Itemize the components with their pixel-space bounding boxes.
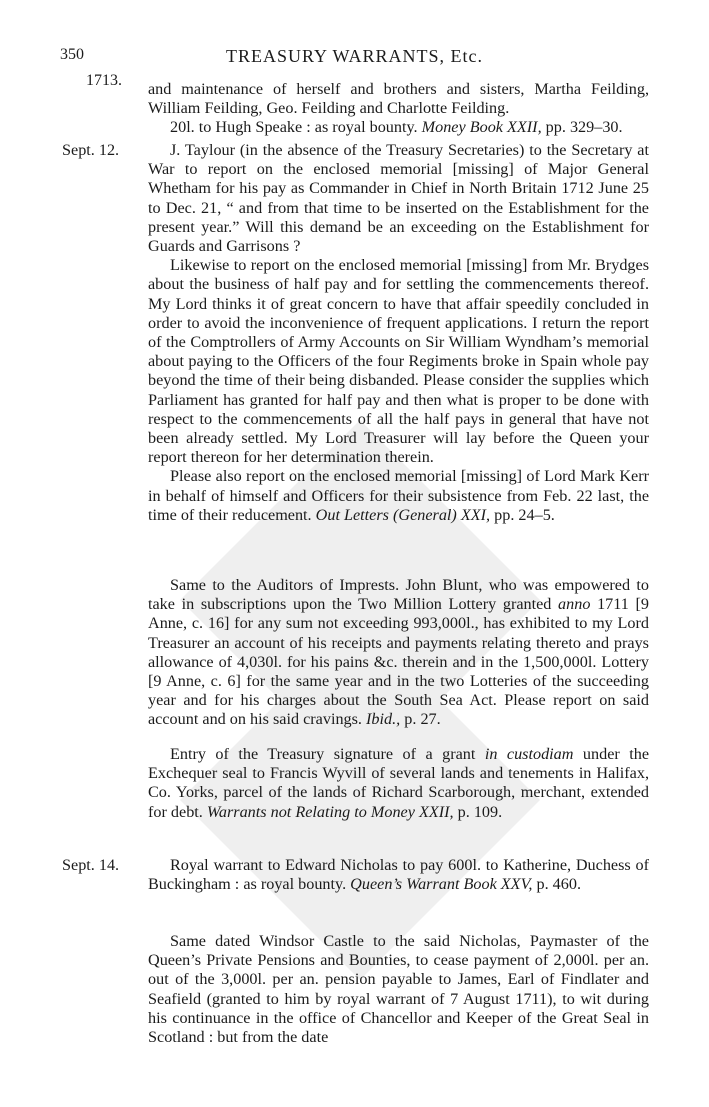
running-head: TREASURY WARRANTS, Etc. bbox=[225, 46, 484, 66]
date-marginal: Sept. 12. bbox=[62, 141, 120, 159]
paragraph: Same dated Windsor Castle to the said Nicholas, Paymaster of the Queen’s Private Pensions and Bounties, to cease payment of 2,000l. per an. out of the 3,000l. per an. pension payable to James, Earl of Findlater and Seafield (granted to him by royal warrant of 7 August 1711), to wit during his continuance in the office of Chancellor and Keeper of the Great Seal in Scotland : but from the date bbox=[148, 932, 649, 1047]
entry-windsor bbox=[148, 932, 649, 1047]
year-marginal: 1713. bbox=[86, 72, 122, 89]
reference: Ibid., bbox=[366, 710, 401, 729]
reference: Money Book XXII, bbox=[421, 118, 542, 137]
paragraph: Same to the Auditors of Imprests. John Blunt, who was empowered to take in subscriptions upon the Two Million Lottery granted anno 1711 [9 Anne, c. 16] for any sum not exceeding 993,000l., has exhibited to my Lord Treasurer an account of his receipts and payments relating thereto and prays allowance of 4,030l. for his pains &c. therein and in the 1,500,000l. Lottery [9 Anne, c. 6] for the same year and in the two Lotteries of the succeeding year and for his charges about the South Sea Act. Please report on said account and on his said cravings. Ibid., p. 27. bbox=[148, 576, 649, 729]
page-number: 350 bbox=[60, 46, 84, 63]
entry-auditors bbox=[148, 576, 649, 730]
paragraph: and maintenance of herself and brothers and sisters, Martha Feilding, William Feilding, Geo. Feilding and Charlotte Feilding. bbox=[148, 80, 649, 118]
paragraph: Royal warrant to Edward Nicholas to pay 600l. to Katherine, Duchess of Buckingham : as royal bounty. Queen’s Warrant Book XXV, p. 460. bbox=[148, 856, 649, 894]
page-header bbox=[0, 12, 709, 89]
reference: Out Letters (General) XXI, bbox=[315, 505, 491, 524]
reference: Warrants not Relating to Money XXII, bbox=[206, 802, 454, 821]
entry-sept-14 bbox=[148, 856, 649, 894]
entry-sept-12 bbox=[148, 141, 649, 525]
paragraph: Please also report on the enclosed memorial [missing] of Lord Mark Kerr in behalf of himself and Officers for their subsistence from Feb. 22 last, the time of their reducement. Out Letters (General) XXI, pp. 24–5. bbox=[148, 467, 649, 524]
entry-custodiam bbox=[148, 745, 649, 822]
date-marginal: Sept. 14. bbox=[62, 856, 120, 874]
reference: Queen’s Warrant Book XXV, bbox=[350, 875, 533, 894]
paragraph: Likewise to report on the enclosed memorial [missing] from Mr. Brydges about the business of half pay and for settling the commencements thereof. My Lord thinks it of great concern to have that affair speedily concluded in order to avoid the inconvenience of frequent applications. I return the report of the Comptrollers of Army Accounts on Sir William Wyndham’s memorial about paying to the Officers of the four Regiments broke in Spain whole pay beyond the time of their being disbanded. Please consider the supplies which Parliament has granted for half pay and then what is proper to be done with respect to the commencements of all the half pays in general that have not been already settled. My Lord Treasurer will lay before the Queen your report thereon for her determination therein. bbox=[148, 256, 649, 467]
paragraph: 20l. to Hugh Speake : as royal bounty. Money Book XXII, pp. 329–30. bbox=[170, 118, 623, 137]
continued-entry bbox=[148, 80, 649, 138]
paragraph: Entry of the Treasury signature of a grant in custodiam under the Exchequer seal to Francis Wyvill of several lands and tenements in Halifax, Co. Yorks, parcel of the lands of Richard Scarborough, merchant, extended for debt. Warrants not Relating to Money XXII, p. 109. bbox=[148, 745, 650, 821]
paragraph: J. Taylour (in the absence of the Treasury Secretaries) to the Secretary at War to report on the enclosed memorial [missing] of Major General Whetham for his pay as Commander in Chief in North Britain 1712 June 25 to Dec. 21, “ and from that time to be inserted on the Establishment for the present year.” Will this demand be an exceeding on the Establishment for Guards and Garrisons ? bbox=[148, 141, 649, 256]
